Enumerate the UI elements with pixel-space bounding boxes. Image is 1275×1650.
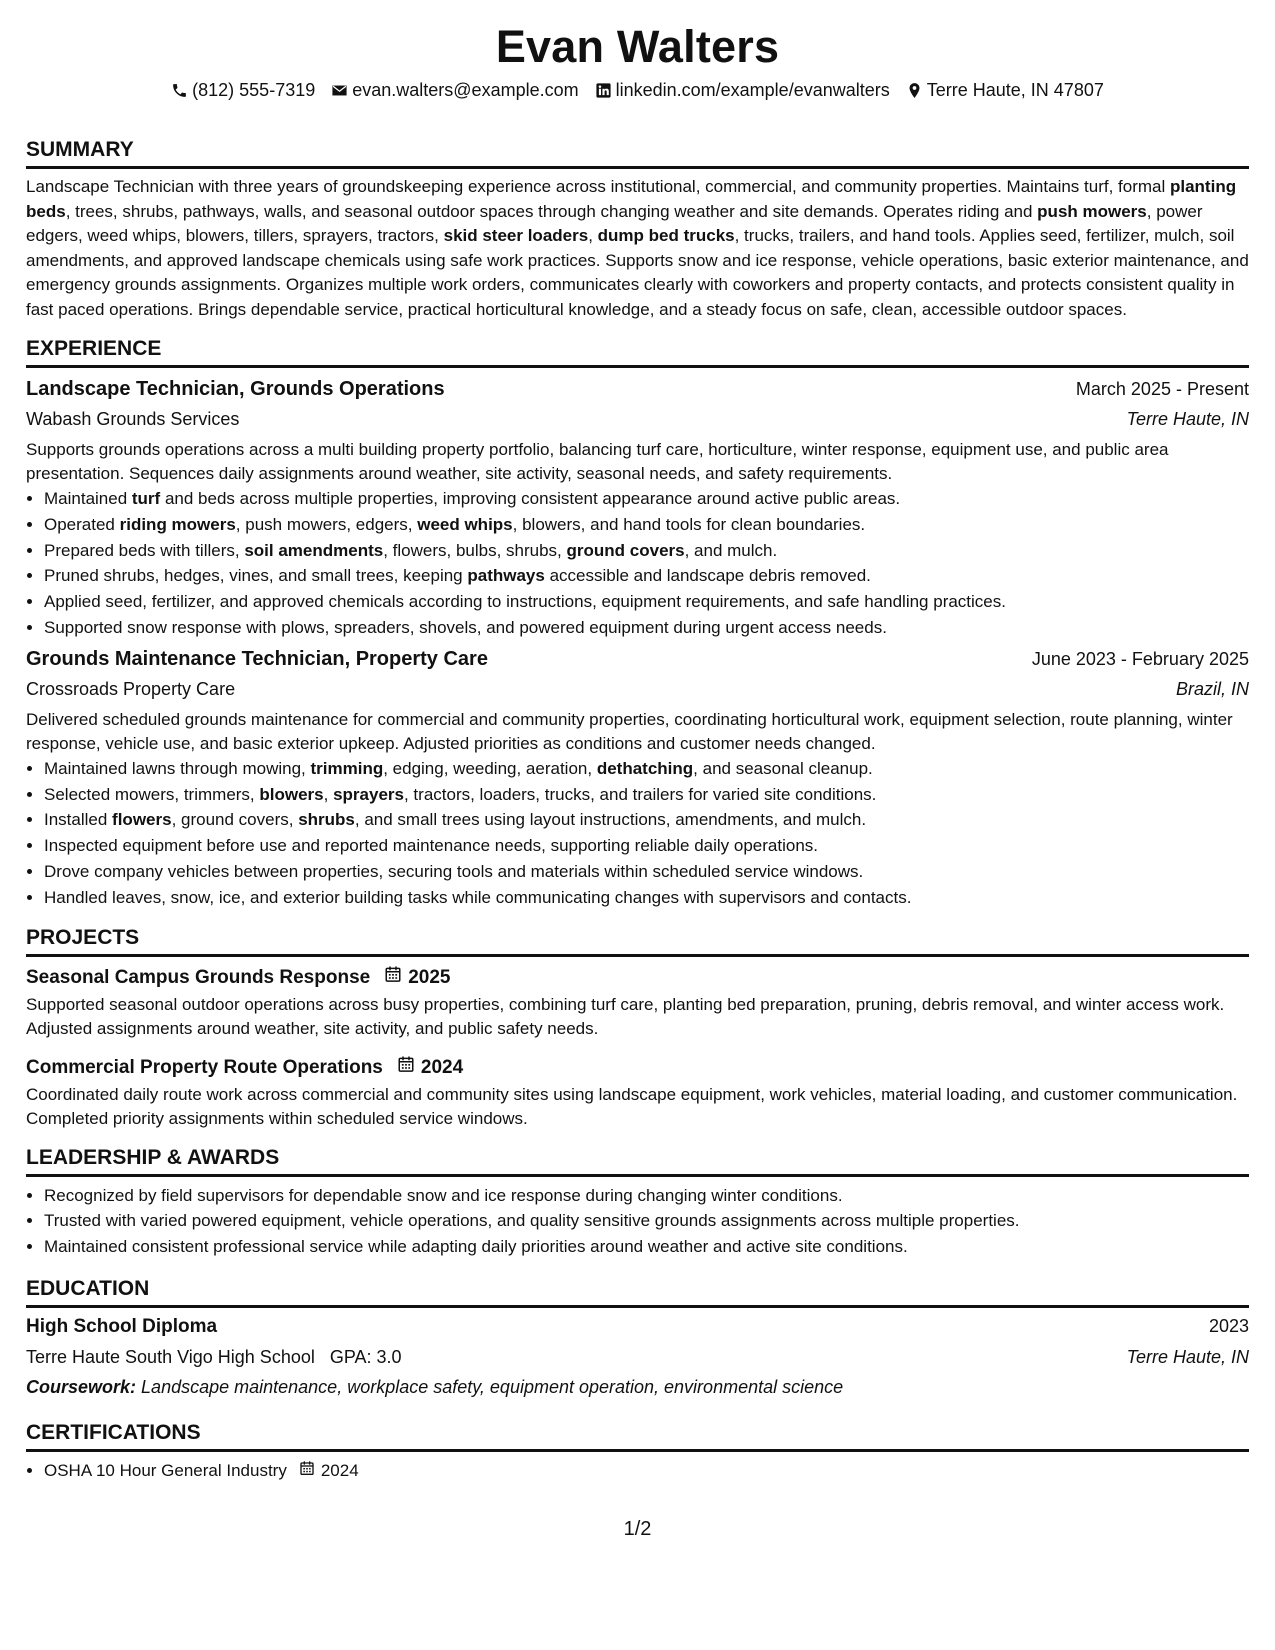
- degree-name: High School Diploma: [26, 1315, 218, 1337]
- text-run: accessible and landscape debris removed.: [544, 566, 871, 586]
- phone-icon: [171, 82, 188, 99]
- text-run: , trucks, trailers, and hand tools. Applies seed, fertilizer, mulch, soil amendments, and approved landscape chemicals using safe work practices. Supports snow and ice response, vehicle operations, basic exterior maintenance, and emergency grounds assignments. Organizes multiple work orders, communicates clearly with coworkers and property contacts, and protects consistent quality in fast paced operations. Brings dependable service, practical horticultural knowledge, and a steady focus on safe, clean, accessible outdoor spaces.: [26, 226, 1249, 319]
- text-run: , tractors, loaders, trucks, and trailers for varied site conditions.: [403, 784, 877, 804]
- section-title-education: EDUCATION: [26, 1276, 1249, 1308]
- certification-list: [26, 1458, 1249, 1484]
- text-run: , trees, shrubs, pathways, walls, and seasonal outdoor spaces through changing weather and site demands. Operates riding and: [65, 201, 1038, 221]
- project-entry: [26, 963, 1249, 1041]
- leadership-bullet-list: [26, 1183, 1249, 1260]
- graduation-year: 2023: [1208, 1315, 1249, 1336]
- list-item: [44, 885, 1249, 911]
- bold-text: skid steer loaders: [443, 226, 589, 245]
- bold-text: turf: [131, 489, 161, 508]
- project-name: Seasonal Campus Grounds Response: [26, 966, 371, 988]
- experience-section: [26, 336, 1249, 911]
- text-run: Operated: [44, 514, 120, 534]
- coursework-text: Landscape maintenance, workplace safety, equipment operation, environmental science: [141, 1376, 844, 1397]
- list-item: • Recognized by field supervisors for dependable snow and ice response during changing winter conditions.: [44, 1183, 1249, 1209]
- text-run: , push mowers, edgers,: [235, 514, 418, 534]
- section-title-projects: PROJECTS: [26, 925, 1249, 957]
- school-line: [26, 1343, 402, 1372]
- contact-bar: [26, 79, 1249, 101]
- list-item: [44, 807, 1249, 833]
- text-run: Supported snow response with plows, spreaders, shovels, and powered equipment during urgent access needs.: [44, 617, 887, 637]
- bold-text: sprayers: [333, 784, 404, 804]
- list-item: [44, 833, 1249, 859]
- bold-text: ground covers: [566, 540, 685, 560]
- certifications-section: [26, 1420, 1249, 1484]
- text-run: Prepared beds with tillers,: [44, 540, 245, 560]
- contact-phone: [171, 79, 315, 101]
- bold-text: pathways: [467, 566, 545, 586]
- text-run: , and mulch.: [684, 540, 778, 560]
- job-bullet-list: [26, 756, 1249, 911]
- bold-text: planting beds: [26, 177, 1237, 221]
- projects-section: [26, 925, 1249, 1131]
- certification-year: 2024: [320, 1460, 359, 1480]
- text-run: , ground covers,: [171, 810, 299, 830]
- bold-text: shrubs: [298, 810, 355, 830]
- list-item: [44, 589, 1249, 615]
- page-number: 1/2: [623, 1518, 652, 1540]
- text-run: , and small trees using layout instructions, amendments, and mulch.: [354, 810, 867, 830]
- job-dates: March 2025 - Present: [1075, 379, 1249, 399]
- list-item: [44, 859, 1249, 885]
- text-run: Landscape Technician with three years of groundskeeping experience across institutional, commercial, and community properties. Maintains turf, formal: [26, 177, 1170, 196]
- bold-text: soil amendments: [244, 540, 384, 560]
- list-item: [44, 563, 1249, 589]
- text-run: Inspected equipment before use and reported maintenance needs, supporting reliable daily operations.: [44, 836, 819, 856]
- bold-text: trimming: [310, 758, 384, 778]
- coursework-line: [26, 1372, 1249, 1402]
- leadership-section: [26, 1145, 1249, 1260]
- list-item: [44, 1458, 1249, 1484]
- text-run: , blowers, and hand tools for clean boundaries.: [512, 514, 866, 534]
- list-item: [44, 756, 1249, 782]
- job-title: Grounds Maintenance Technician, Property Care: [26, 647, 488, 670]
- text-run: , power edgers, weed whips, blowers, tillers, sprayers, tractors,: [26, 201, 1203, 245]
- bold-text: blowers: [259, 784, 324, 804]
- job-entry: [26, 374, 1249, 641]
- text-run: Maintained: [44, 489, 132, 508]
- text-run: Handled leaves, snow, ice, and exterior building tasks while communicating changes with supervisors and contacts.: [44, 887, 912, 907]
- location-text: Terre Haute, IN 47807: [926, 80, 1104, 100]
- candidate-name: Evan Walters: [495, 21, 780, 72]
- list-item: [44, 486, 1249, 512]
- bold-text: push mowers: [1037, 201, 1147, 221]
- envelope-icon: [331, 82, 348, 99]
- list-item: [44, 615, 1249, 641]
- job-description: Delivered scheduled grounds maintenance for commercial and community properties, coordinating horticultural work, equipment selection, route planning, winter response, vehicle use, and basic exterior upkeep. Adjusted priorities as conditions and customer needs changed.: [26, 709, 1233, 753]
- list-item: [44, 538, 1249, 564]
- school-location: Terre Haute, IN: [1126, 1346, 1249, 1367]
- section-title-summary: SUMMARY: [26, 137, 1249, 169]
- contact-linkedin[interactable]: [595, 79, 890, 101]
- phone-text: (812) 555-7319: [192, 80, 316, 100]
- bold-text: weed whips: [417, 514, 513, 534]
- map-pin-icon: [906, 82, 923, 99]
- job-description: Supports grounds operations across a multi building property portfolio, balancing turf care, horticulture, winter response, equipment use, and public area presentation. Sequences daily assignments around weather, site activity, seasonal needs, and safety requirements.: [26, 440, 1169, 483]
- list-item: [44, 782, 1249, 808]
- project-name: Commercial Property Route Operations: [26, 1056, 383, 1078]
- list-item: • Trusted with varied powered equipment, vehicle operations, and quality sensitive grounds assignments across multiple properties.: [44, 1208, 1249, 1234]
- summary-section: [26, 137, 1249, 322]
- calendar-icon: [299, 1458, 315, 1484]
- text-run: Installed: [44, 810, 113, 830]
- job-dates: June 2023 - February 2025: [1031, 648, 1249, 669]
- job-entry: [26, 644, 1249, 911]
- bold-text: dethatching: [596, 758, 694, 778]
- education-section: [26, 1276, 1249, 1402]
- text-run: Pruned shrubs, hedges, vines, and small trees, keeping: [44, 566, 468, 586]
- text-run: , and seasonal cleanup.: [693, 758, 873, 778]
- contact-location: [906, 79, 1104, 101]
- text-run: Drove company vehicles between properties, securing tools and materials within scheduled service windows.: [44, 861, 864, 881]
- section-title-leadership: LEADERSHIP & AWARDS: [26, 1145, 1249, 1177]
- bold-text: flowers: [112, 810, 172, 830]
- linkedin-icon: [595, 82, 612, 99]
- bold-text: dump bed trucks: [597, 226, 735, 245]
- resume-page: [26, 18, 1249, 1484]
- text-run: Maintained lawns through mowing,: [44, 758, 311, 778]
- job-location: Terre Haute, IN: [1126, 409, 1249, 429]
- school-name: Terre Haute South Vigo High School: [26, 1346, 315, 1367]
- text-run: ,: [323, 784, 334, 804]
- coursework-label: Coursework:: [26, 1376, 137, 1397]
- linkedin-link[interactable]: linkedin.com/example/evanwalters: [615, 80, 890, 100]
- list-item: [44, 512, 1249, 538]
- text-run: Applied seed, fertilizer, and approved chemicals according to instructions, equipment requirements, and safe handling practices.: [44, 592, 1006, 612]
- text-run: , edging, weeding, aeration,: [383, 758, 597, 778]
- text-run: , flowers, bulbs, shrubs,: [383, 540, 567, 560]
- text-run: Selected mowers, trimmers,: [44, 784, 260, 804]
- job-bullet-list: [26, 486, 1249, 641]
- company-name: Crossroads Property Care: [26, 678, 236, 699]
- project-year: 2025: [408, 966, 451, 988]
- project-description: Coordinated daily route work across commercial and community sites using landscape equipment, work vehicles, material loading, and customer communication. Completed priority assignments within scheduled service windows.: [26, 1084, 1238, 1128]
- gpa-text: GPA: 3.0: [329, 1346, 402, 1367]
- job-title: Landscape Technician, Grounds Operations: [26, 378, 445, 400]
- project-year: 2024: [420, 1056, 464, 1078]
- project-entry: [26, 1053, 1249, 1131]
- calendar-icon: [383, 1053, 421, 1083]
- company-name: Wabash Grounds Services: [26, 409, 240, 429]
- calendar-icon: [370, 963, 408, 993]
- section-title-certifications: CERTIFICATIONS: [26, 1420, 1249, 1452]
- summary-text: [26, 175, 1249, 322]
- project-description: Supported seasonal outdoor operations across busy properties, combining turf care, planting bed preparation, pruning, debris removal, and winter access work. Adjusted assignments around weather, site activity, and public safety needs.: [26, 994, 1225, 1038]
- bold-text: riding mowers: [119, 514, 236, 534]
- text-run: and beds across multiple properties, improving consistent appearance around active public areas.: [160, 489, 901, 508]
- email-link[interactable]: evan.walters@example.com: [352, 80, 579, 100]
- list-item: • Maintained consistent professional service while adapting daily priorities around weather and active site conditions.: [44, 1234, 1249, 1260]
- job-location: Brazil, IN: [1175, 678, 1249, 699]
- certification-name: • OSHA 10 Hour General Industry: [44, 1460, 287, 1480]
- section-title-experience: EXPERIENCE: [26, 336, 1249, 368]
- text-run: ,: [588, 226, 598, 245]
- contact-email[interactable]: [331, 79, 578, 101]
